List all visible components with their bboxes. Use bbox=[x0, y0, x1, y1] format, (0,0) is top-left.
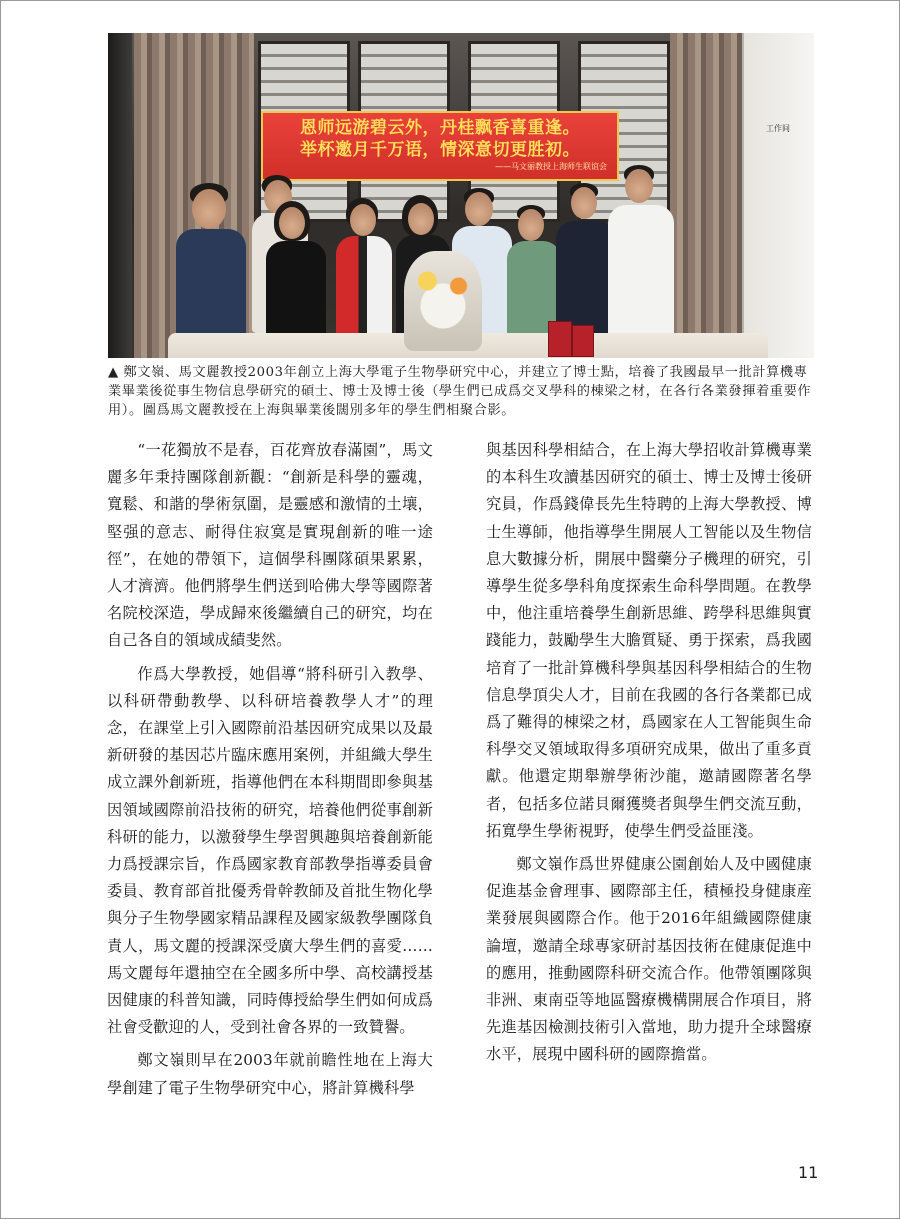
paragraph: 作爲大學教授，她倡導“將科研引入教學、以科研帶動教學、以科研培養教學人才”的理念，在課堂上引入國際前沿基因研究成果以及最新研發的基因芯片臨床應用案例，并組織大學生成立課外創新班，指導他們在本科期間即參與基因領域國際前沿技術的研究，培養他們從事創新科研的能力，以激發學生學習興趣與培養創新能力爲授課宗旨，作爲國家教育部教學指導委員會委員、教育部首批優秀骨幹教師及首批生物化學與分子生物學國家精品課程及國家級教學團隊負責人，馬文麗的授課深受廣大學生們的喜愛……馬文麗每年還抽空在全國多所中學、高校講授基因健康的科普知識，同時傳授給學生們如何成爲社會受歡迎的人，受到社會各界的一致贊譽。 bbox=[107, 664, 433, 1037]
paragraph: 鄭文嶺則早在2003年就前瞻性地在上海大學創建了電子生物學研究中心，將計算機科學 bbox=[107, 1051, 433, 1097]
group-photo bbox=[108, 33, 814, 358]
banner-line-2: 举杯邀月千万语，情深意切更胜初。 bbox=[300, 140, 580, 160]
page-number: 11 bbox=[798, 1163, 819, 1182]
photo-door bbox=[742, 33, 814, 358]
banner-signature: ——马文丽教授上海师生联谊会 bbox=[495, 162, 607, 171]
door-sign: 工作间 bbox=[766, 124, 790, 133]
paragraph: “一花獨放不是春，百花齊放春滿園”，馬文麗多年秉持團隊創新觀：“創新是科學的靈魂，寬鬆、和諧的學術氛圍，是靈感和激情的土壤，堅强的意志、耐得住寂寞是實現創新的唯一途徑”，在她的帶領下，這個學科團隊碩果累累，人才濟濟。他們將學生們送到哈佛大學等國際著名院校深造，學成歸來後繼續自己的研究，均在自己各自的領域成績斐然。 bbox=[107, 441, 433, 650]
photo-flower-bouquet bbox=[404, 251, 482, 351]
photo-banner bbox=[261, 111, 619, 181]
photo-pillar bbox=[108, 33, 132, 358]
right-column bbox=[486, 437, 812, 1075]
photo-caption: ▲ 鄭文嶺、馬文麗教授2003年創立上海大學電子生物學研究中心，并建立了博士點，培養了我國最早一批計算機專業畢業後從事生物信息學研究的碩士、博士及博士後（學生們已成爲交叉學科的棟梁之材，在各行各業發揮着重要作用）。圖爲馬文麗教授在上海與畢業後闊別多年的學生們相聚合影。 bbox=[108, 365, 812, 418]
photo-gift-box bbox=[548, 321, 572, 357]
photo-curtain-right bbox=[670, 33, 746, 358]
left-column bbox=[107, 437, 433, 1108]
banner-line-1: 恩师远游碧云外，丹桂飘香喜重逢。 bbox=[300, 118, 580, 138]
paragraph: 與基因科學相結合，在上海大學招收計算機專業的本科生攻讀基因研究的碩士、博士及博士後研究員，作爲錢偉長先生特聘的上海大學教授、博士生導師，他指導學生開展人工智能以及生物信息大數據分析，開展中醫藥分子機理的研究，引導學生從多學科角度探索生命科學問題。在教學中，他注重培養學生創新思維、跨學科思維與實踐能力，鼓勵學生大膽質疑、勇于探索，爲我國培育了一批計算機科學與基因科學相結合的生物信息學頂尖人才，目前在我國的各行各業都已成爲了難得的棟梁之材，爲國家在人工智能與生命科學交叉領域取得多項研究成果，做出了重多貢獻。他還定期舉辦學術沙龍，邀請國際著名學者，包括多位諾貝爾獲獎者與學生們交流互動，拓寬學生學術視野，使學生們受益匪淺。 bbox=[486, 441, 812, 840]
paragraph: 鄭文嶺作爲世界健康公園創始人及中國健康促進基金會理事、國際部主任，積極投身健康産業發展與國際合作。他于2016年組織國際健康論壇，邀請全球專家研討基因技術在健康促進中的應用，推動國際科研交流合作。他帶領團隊與非洲、東南亞等地區醫療機構開展合作項目，將先進基因檢測技術引入當地，助力提升全球醫療水平，展現中國科研的國際擔當。 bbox=[486, 855, 812, 1064]
photo-gift-box bbox=[572, 325, 594, 357]
